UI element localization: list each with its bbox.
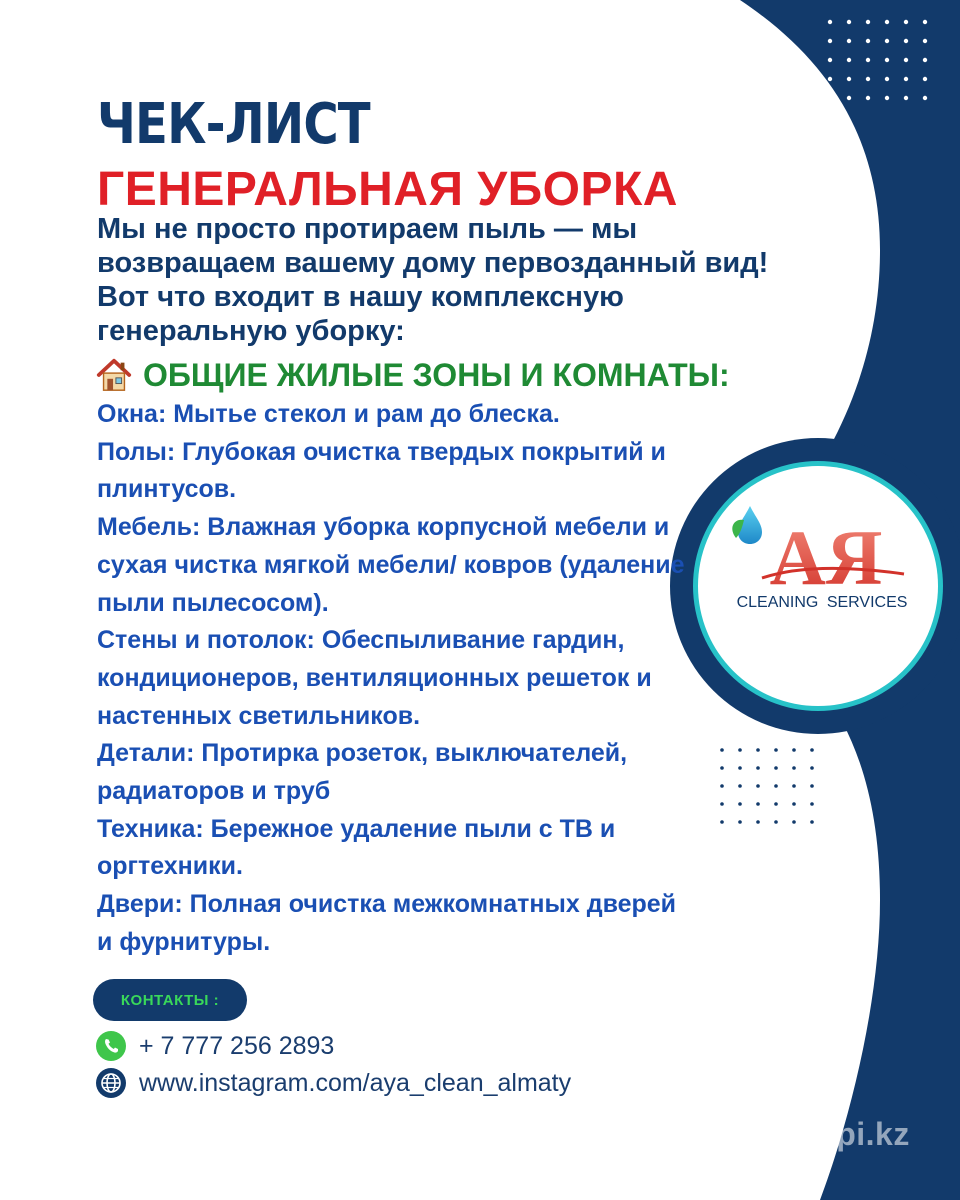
watermark: Kaspi.kz bbox=[776, 1116, 910, 1152]
decor-dot bbox=[828, 20, 832, 24]
logo-tagline-part1: CLEANING bbox=[736, 594, 819, 611]
list-item: Стены и потолок: Обеспыливание гардин, кондиционеров, вентиляционных решеток и настенных светильников. bbox=[97, 626, 652, 730]
decor-dot bbox=[828, 77, 832, 81]
list-item: Техника: Бережное удаление пыли с ТВ и оргтехники. bbox=[97, 814, 616, 881]
section-heading-text: ОБЩИЕ ЖИЛЫЕ ЗОНЫ И КОМНАТЫ: bbox=[143, 356, 730, 393]
website-row[interactable] bbox=[95, 1067, 571, 1099]
decor-dot bbox=[847, 77, 851, 81]
list-item: Окна: Мытье стекол и рам до блеска. bbox=[97, 400, 560, 428]
decor-dot bbox=[792, 784, 796, 788]
decor-dot bbox=[738, 766, 742, 770]
decor-dot bbox=[720, 820, 724, 824]
decor-dot bbox=[904, 77, 908, 81]
logo-circle bbox=[698, 466, 938, 706]
decor-dot bbox=[885, 96, 889, 100]
decor-dot bbox=[738, 802, 742, 806]
decor-dot bbox=[756, 802, 760, 806]
decor-dot bbox=[810, 802, 814, 806]
decor-dot bbox=[756, 766, 760, 770]
list-item: Полы: Глубокая очистка твердых покрытий и плинтусов. bbox=[97, 437, 666, 504]
list-item: Мебель: Влажная уборка корпусной мебели и сухая чистка мягкой мебели/ ковров (удаление пыли пылесосом). bbox=[97, 513, 685, 617]
decor-dot bbox=[810, 748, 814, 752]
logo-tagline-part2: SERVICES bbox=[826, 594, 908, 611]
decor-dot bbox=[923, 39, 927, 43]
dot-grid-middle bbox=[720, 748, 814, 824]
phone-number[interactable]: + 7 777 256 2893 bbox=[139, 1031, 335, 1060]
decor-dot bbox=[866, 58, 870, 62]
decor-dot bbox=[923, 96, 927, 100]
globe-icon bbox=[95, 1067, 127, 1099]
decor-dot bbox=[923, 58, 927, 62]
decor-dot bbox=[756, 784, 760, 788]
decor-dot bbox=[828, 58, 832, 62]
decor-dot bbox=[774, 802, 778, 806]
intro-text: Мы не просто протираем пыль — мы возвращаем вашему дому первозданный вид! Вот что входит в нашу комплексную генеральную уборку: bbox=[97, 213, 769, 347]
decor-dot bbox=[866, 20, 870, 24]
decor-dot bbox=[756, 748, 760, 752]
company-logo bbox=[698, 466, 938, 706]
phone-row[interactable] bbox=[95, 1030, 334, 1062]
decor-dot bbox=[847, 96, 851, 100]
decor-dot bbox=[866, 77, 870, 81]
decor-dot bbox=[828, 39, 832, 43]
decor-dot bbox=[904, 58, 908, 62]
decor-dot bbox=[866, 39, 870, 43]
decor-dot bbox=[738, 748, 742, 752]
list-item: Двери: Полная очистка межкомнатных дверей и фурнитуры. bbox=[97, 890, 677, 956]
decor-dot bbox=[720, 748, 724, 752]
decor-dot bbox=[923, 77, 927, 81]
decor-dot bbox=[756, 820, 760, 824]
contacts-badge: КОНТАКТЫ : bbox=[93, 979, 247, 1021]
decor-dot bbox=[738, 784, 742, 788]
decor-dot bbox=[774, 820, 778, 824]
decor-dot bbox=[720, 766, 724, 770]
decor-dot bbox=[866, 96, 870, 100]
decor-dot bbox=[774, 784, 778, 788]
website-link[interactable]: www.instagram.com/aya_clean_almaty bbox=[139, 1068, 572, 1097]
decor-dot bbox=[904, 96, 908, 100]
decor-dot bbox=[885, 58, 889, 62]
page-title: ЧЕК-ЛИСТ bbox=[97, 92, 370, 157]
logo-letters: АЯ bbox=[769, 514, 883, 601]
decor-dot bbox=[774, 748, 778, 752]
decor-dot bbox=[720, 802, 724, 806]
decor-dot bbox=[810, 766, 814, 770]
decor-dot bbox=[885, 39, 889, 43]
decor-dot bbox=[923, 20, 927, 24]
decor-dot bbox=[792, 766, 796, 770]
decor-dot bbox=[810, 784, 814, 788]
list-item: Детали: Протирка розеток, выключателей, радиаторов и труб bbox=[97, 739, 628, 806]
decor-dot bbox=[847, 58, 851, 62]
decor-dot bbox=[720, 784, 724, 788]
checklist bbox=[97, 396, 697, 962]
decor-dot bbox=[904, 20, 908, 24]
decor-dot bbox=[904, 39, 908, 43]
whatsapp-icon bbox=[95, 1030, 127, 1062]
decor-dot bbox=[738, 820, 742, 824]
logo-tagline bbox=[737, 594, 908, 611]
decor-dot bbox=[792, 748, 796, 752]
section-heading bbox=[95, 356, 730, 394]
decor-dot bbox=[792, 820, 796, 824]
page-subtitle: ГЕНЕРАЛЬНАЯ УБОРКА bbox=[97, 163, 678, 216]
decor-dot bbox=[810, 820, 814, 824]
decor-dot bbox=[828, 96, 832, 100]
decor-dot bbox=[847, 20, 851, 24]
decor-dot bbox=[847, 39, 851, 43]
decor-dot bbox=[792, 802, 796, 806]
decor-dot bbox=[774, 766, 778, 770]
house-icon bbox=[95, 356, 133, 394]
decor-dot bbox=[885, 20, 889, 24]
decor-dot bbox=[885, 77, 889, 81]
